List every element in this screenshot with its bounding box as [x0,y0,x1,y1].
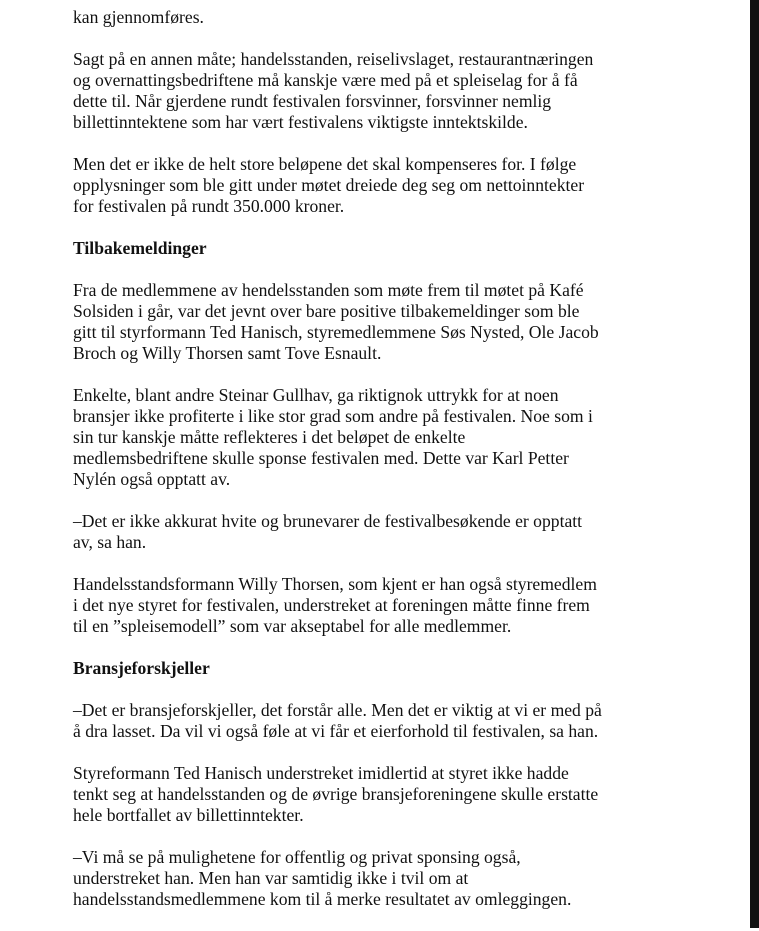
paragraph: –Det er ikke akkurat hvite og brunevarer de festivalbesøkende er opptatt av, sa han. [73,511,583,552]
paragraph: Enkelte, blant andre Steinar Gullhav, ga riktignok uttrykk for at noen bransjer ikke profiterte i like stor grad som andre på festivalen. Noe som i sin tur kanskje måtte reflekteres i det beløpet de enkelte medlemsbedriftene skulle sponse festivalen med. Dette var Karl Petter Nylén også opptatt av. [73,385,593,489]
section-heading: Bransjeforskjeller [73,658,210,678]
paragraph: –Vi må se på mulighetene for offentlig og privat sponsing også, understreket han. Men han var samtidig ikke i tvil om at handelsstandsmedlemmene kom til å merke resultatet av omleggingen. [73,847,572,909]
paragraph: Styreformann Ted Hanisch understreket imidlertid at styret ikke hadde tenkt seg at handelsstanden og de øvrige bransjeforeningene skulle erstatte hele bortfallet av billettinntekter. [73,763,599,825]
paragraph: Men det er ikke de helt store beløpene det skal kompenseres for. I følge opplysninger som ble gitt under møtet dreiede deg seg om nettoinntekter for festivalen på rundt 350.000 kroner. [73,154,585,216]
document-body [73,7,713,931]
paragraph: Handelsstandsformann Willy Thorsen, som kjent er han også styremedlem i det nye styret for festivalen, understreket at foreningen måtte finne frem til en ”spleisemodell” som var akseptabel for alle medlemmer. [73,574,597,636]
paragraph: –Det er bransjeforskjeller, det forstår alle. Men det er viktig at vi er med på å dra lasset. Da vil vi også føle at vi får et eierforhold til festivalen, sa han. [73,700,602,741]
section-heading: Tilbakemeldinger [73,238,207,258]
paragraph: kan gjennomføres. [73,7,204,27]
paragraph: Sagt på en annen måte; handelsstanden, reiselivslaget, restaurantnæringen og overnattingsbedriftene må kanskje være med på et spleiselag for å få dette til. Når gjerdene rundt festivalen forsvinner, forsvinner nemlig billettinntektene som har vært festivalens viktigste inntektskilde. [73,49,594,132]
paragraph: Fra de medlemmene av hendelsstanden som møte frem til møtet på Kafé Solsiden i går, var det jevnt over bare positive tilbakemeldinger som ble gitt til styrformann Ted Hanisch, styremedlemmene Søs Nysted, Ole Jacob Broch og Willy Thorsen samt Tove Esnault. [73,280,599,363]
scan-edge-border [750,0,759,928]
